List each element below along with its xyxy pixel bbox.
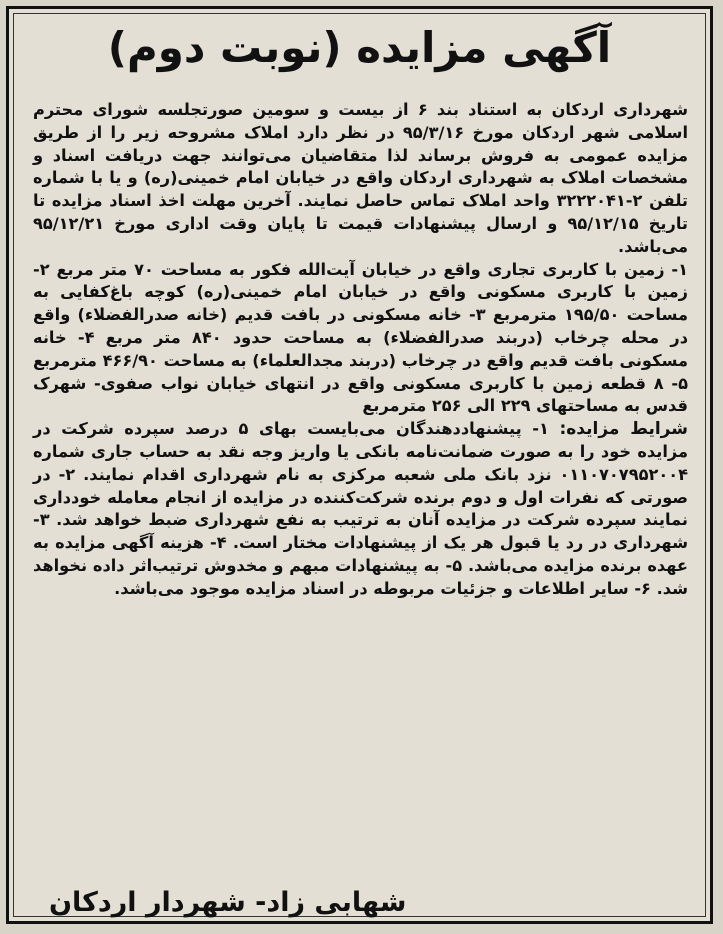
notice-title: آگهی مزایده (نوبت دوم) (107, 23, 612, 72)
notice-frame (6, 6, 713, 924)
conditions-label: شرایط مزایده: (559, 419, 688, 440)
signature: شهابی زاد- شهردار اردکان (49, 887, 407, 918)
conditions-paragraph (33, 418, 688, 600)
notice-body (33, 99, 688, 601)
conditions-text: ۱- پیشنهاددهندگان می‌بایست بهای ۵ درصد سپرده شرکت در مزایده خود را به صورت ضمانت‌نامه بانکی یا واریز وجه نقد به حساب جاری شماره ۰۱۱۰۷۰۷۹۵۲۰۰۴ نزد بانک ملی شعبه مرکزی به نام شهرداری اقدام نمایند. ۲- در صورتی که نفرات اول و دوم برنده شرکت‌کننده در مزایده از انجام معامله خودداری نمایند سپرده شرکت در مزایده آنان به ترتیب به نفع شهرداری ضبط خواهد شد. ۳- شهرداری در رد یا قبول هر یک از پیشنهادات مختار است. ۴- هزینه آگهی مزایده به عهده برنده مزایده می‌باشد. ۵- به پیشنهادات مبهم و مخدوش ترتیب‌اثر داده نخواهد شد. ۶- سایر اطلاعات و جزئیات مربوطه در اسناد مزایده موجود می‌باشد. (33, 419, 688, 598)
intro-paragraph: شهرداری اردکان به استناد بند ۶ از بیست و سومین صورتجلسه شورای محترم اسلامی شهر اردکان مورخ ۹۵/۳/۱۶ در نظر دارد املاک مشروحه زیر را از طریق مزایده عمومی به فروش برساند لذا متقاضیان می‌توانند جهت دریافت اسناد و مشخصات املاک به شهرداری اردکان واقع در خیابان امام خمینی(ره) و یا با شماره تلفن ۲-۳۲۲۲۰۴۱ واحد املاک تماس حاصل نمایند. آخرین مهلت اخذ اسناد مزایده تا تاریخ ۹۵/۱۲/۱۵ و ارسال پیشنهادات قیمت تا پایان وقت اداری مورخ ۹۵/۱۲/۲۱ می‌باشد. (33, 100, 689, 256)
properties-paragraph: ۱- زمین با کاربری تجاری واقع در خیابان آیت‌الله فکور به مساحت ۷۰ متر مربع ۲- زمین با کاربری مسکونی واقع در خیابان امام خمینی(ره) کوچه باغ‌کفایی به مساحت ۱۹۵/۵۰ مترمربع ۳- خانه مسکونی در بافت قدیم (خانه صدرالفضلاء) واقع در محله چرخاب (دربند صدرالفضلاء) به مساحت حدود ۸۴۰ متر مربع ۴- خانه مسکونی بافت قدیم واقع در چرخاب (دربند مجدالعلماء) به مساحت ۴۶۶/۹۰ مترمربع ۵- ۸ قطعه زمین با کاربری مسکونی واقع در انتهای خیابان نواب صفوی- شهرک قدس به مساحتهای ۲۲۹ الی ۲۵۶ مترمربع (33, 259, 689, 416)
